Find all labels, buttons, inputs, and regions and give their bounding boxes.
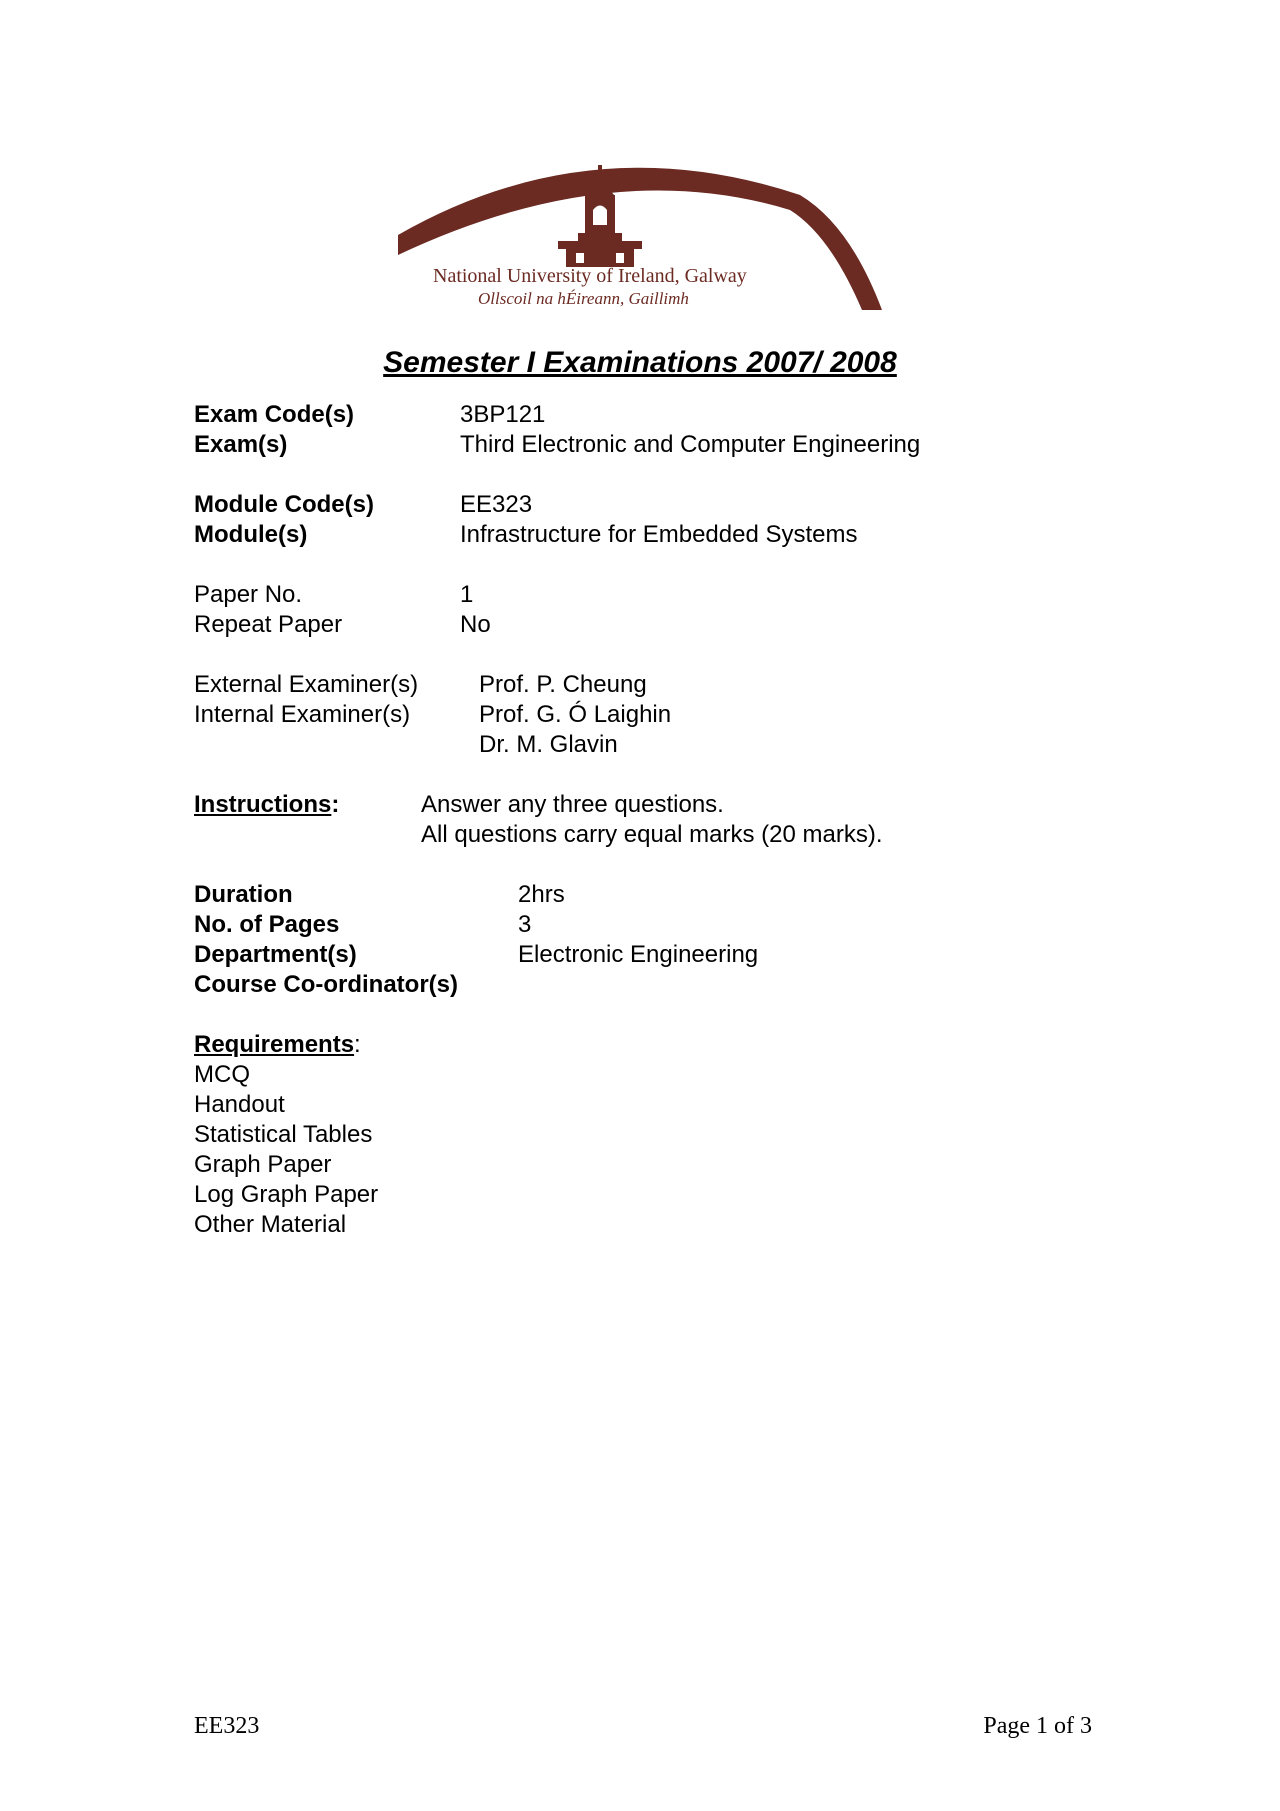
requirement-item: Other Material	[194, 1211, 347, 1238]
pages-value: 3	[518, 911, 532, 938]
paper-no-label: Paper No.	[194, 581, 303, 608]
logo-name-irish: Ollscoil na hÉireann, Gaillimh	[478, 289, 689, 308]
requirement-item: Handout	[194, 1091, 285, 1118]
requirement-item: Graph Paper	[194, 1151, 332, 1178]
exam-code-label: Exam Code(s)	[194, 401, 355, 428]
duration-label: Duration	[194, 881, 293, 908]
exam-label: Exam(s)	[194, 431, 288, 458]
requirements-label: Requirements	[194, 1031, 355, 1058]
department-label: Department(s)	[194, 941, 357, 968]
instruction-line-2: All questions carry equal marks (20 marks).	[421, 821, 883, 848]
internal-examiner-value-2: Dr. M. Glavin	[479, 731, 618, 758]
module-code-value: EE323	[460, 491, 533, 518]
instruction-line-1: Answer any three questions.	[421, 791, 724, 818]
requirement-item: Log Graph Paper	[194, 1181, 379, 1208]
instructions-colon: :	[331, 791, 340, 818]
exam-value: Third Electronic and Computer Engineering	[460, 431, 921, 458]
paper-no-value: 1	[460, 581, 474, 608]
module-value: Infrastructure for Embedded Systems	[460, 521, 858, 548]
duration-value: 2hrs	[518, 881, 565, 908]
department-value: Electronic Engineering	[518, 941, 759, 968]
internal-examiner-label: Internal Examiner(s)	[194, 701, 411, 728]
external-examiner-value: Prof. P. Cheung	[479, 671, 647, 698]
page-title: Semester I Examinations 2007/ 2008	[383, 346, 897, 379]
module-label: Module(s)	[194, 521, 308, 548]
internal-examiner-value-1: Prof. G. Ó Laighin	[479, 701, 672, 728]
footer-page-number: Page 1 of 3	[983, 1713, 1092, 1739]
external-examiner-label: External Examiner(s)	[194, 671, 419, 698]
requirements-colon: :	[354, 1031, 361, 1058]
pages-label: No. of Pages	[194, 911, 340, 938]
requirements-heading	[194, 1030, 361, 1060]
module-code-label: Module Code(s)	[194, 491, 374, 518]
requirement-item: MCQ	[194, 1061, 250, 1088]
repeat-paper-value: No	[460, 611, 491, 638]
requirement-item: Statistical Tables	[194, 1121, 373, 1148]
exam-code-value: 3BP121	[460, 401, 546, 428]
instructions-label: Instructions	[194, 791, 332, 818]
university-logo	[390, 155, 890, 315]
coordinator-label: Course Co-ordinator(s)	[194, 971, 458, 998]
logo-name-english: National University of Ireland, Galway	[433, 265, 747, 287]
instructions-heading	[194, 790, 339, 820]
footer-module-code: EE323	[194, 1713, 260, 1739]
repeat-paper-label: Repeat Paper	[194, 611, 343, 638]
